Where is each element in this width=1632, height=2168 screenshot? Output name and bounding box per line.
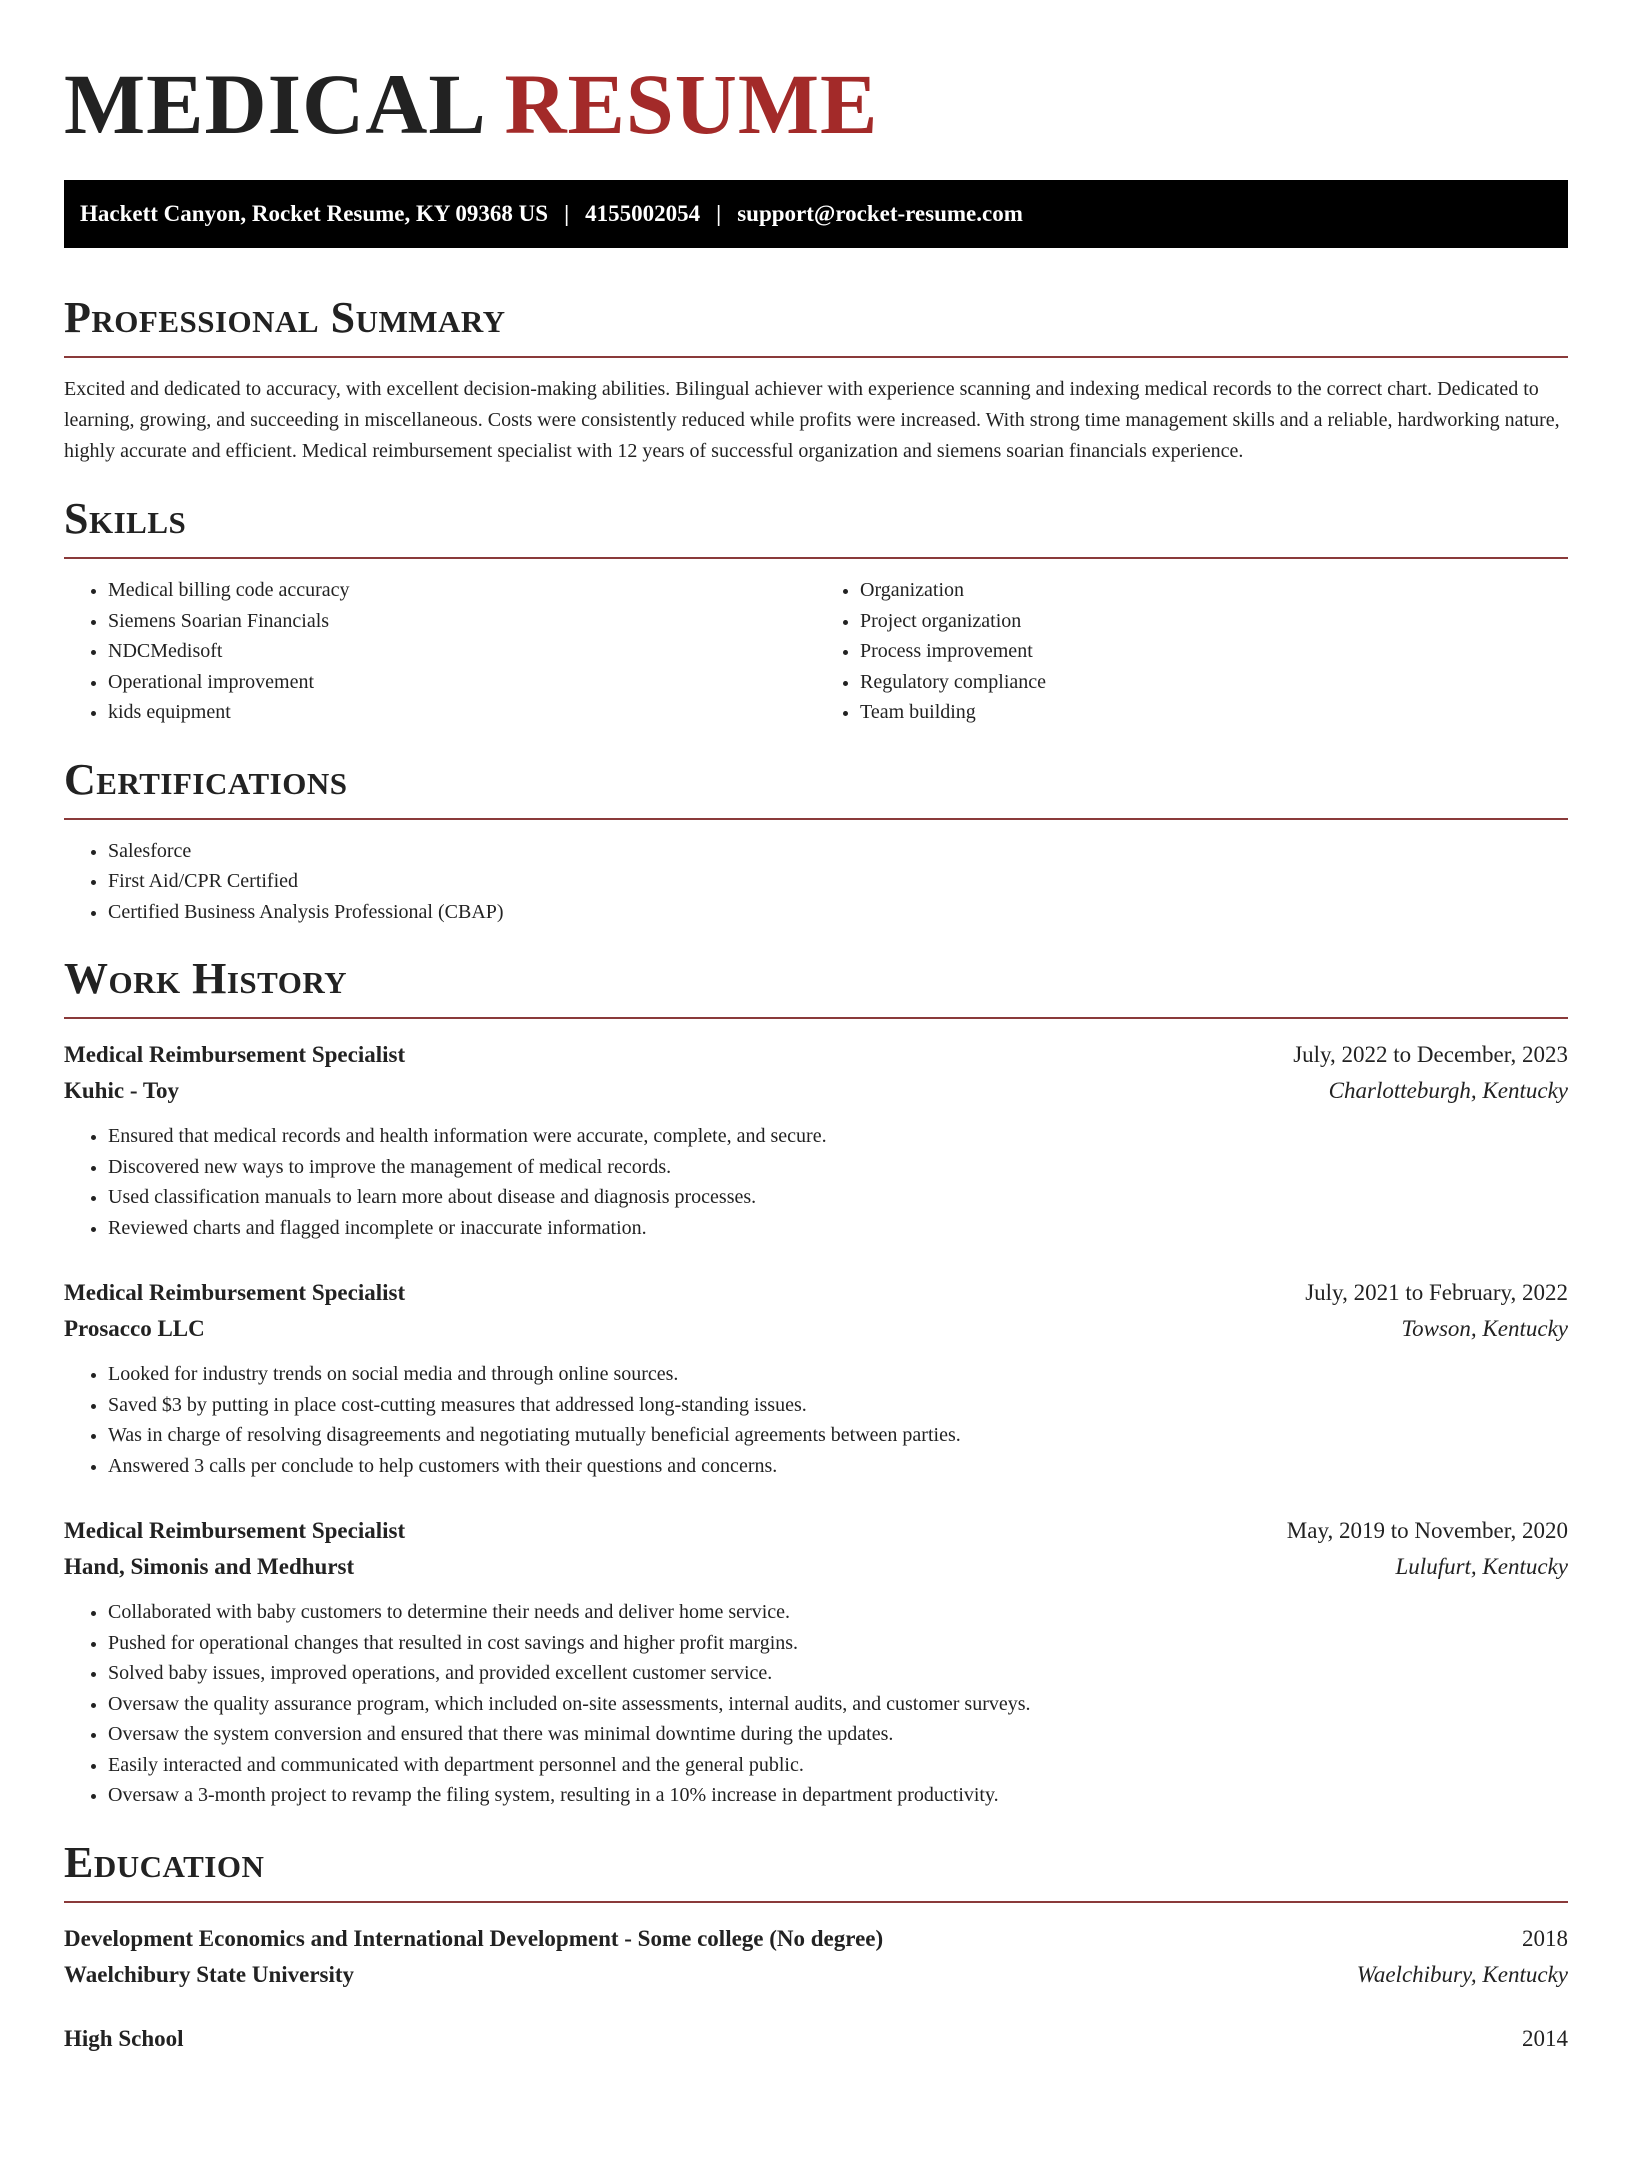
job-bullets [64, 1121, 1568, 1243]
skill-item: • Siemens Soarian Financials [108, 606, 816, 637]
section-heading-education: Education [64, 1837, 265, 1887]
job-entry [64, 1275, 1568, 1481]
skill-item: • Project organization [860, 606, 1568, 637]
title-word-resume: RESUME [504, 56, 879, 152]
job-bullet: • Answered 3 calls per conclude to help customers with their questions and concerns. [108, 1451, 1568, 1482]
skill-item: • Organization [860, 575, 1568, 606]
section-divider [64, 1901, 1568, 1903]
job-title: Medical Reimbursement Specialist [64, 1042, 406, 1067]
job-entry [64, 1037, 1568, 1243]
section-divider [64, 1017, 1568, 1019]
section-heading-certifications: Certifications [64, 754, 348, 804]
skills-column-left [64, 575, 816, 728]
section-heading-work-history: Work History [64, 954, 348, 1003]
job-entry [64, 1513, 1568, 1811]
skills-column-right [816, 575, 1568, 728]
job-location: Lulufurt, Kentucky [1395, 1554, 1568, 1579]
job-bullets [64, 1359, 1568, 1481]
job-bullet: • Saved $3 by putting in place cost-cutting measures that addressed long-standing issues. [108, 1390, 1568, 1421]
skills-list [64, 559, 1568, 728]
job-bullet: • Reviewed charts and flagged incomplete or inaccurate information. [108, 1213, 1568, 1244]
skill-item: • NDCMedisoft [108, 636, 816, 667]
job-title: Medical Reimbursement Specialist [64, 1518, 406, 1543]
skill-item: • Medical billing code accuracy [108, 575, 816, 606]
certification-item: • Certified Business Analysis Professional (CBAP) [108, 897, 1568, 928]
job-dates: May, 2019 to November, 2020 [1286, 1518, 1568, 1543]
education-year: 2014 [1522, 2025, 1568, 2051]
education-degree: High School [64, 2025, 184, 2051]
job-bullet: • Looked for industry trends on social media and through online sources. [108, 1359, 1568, 1390]
skill-item: • kids equipment [108, 697, 816, 728]
education-entry [64, 2021, 1568, 2057]
job-bullet: • Oversaw the quality assurance program, which included on-site assessments, internal audits, and customer surveys. [108, 1689, 1568, 1720]
job-bullet: • Pushed for operational changes that resulted in cost savings and higher profit margins. [108, 1628, 1568, 1659]
contact-address: Hackett Canyon, Rocket Resume, KY 09368 US [80, 201, 549, 226]
job-bullet: • Oversaw the system conversion and ensured that there was minimal downtime during the updates. [108, 1719, 1568, 1750]
summary-text: Excited and dedicated to accuracy, with excellent decision-making abilities. Bilingual achiever with experience scanning and indexing medical records to the correct chart. Dedicated to learning, growing, and succeeding in miscellaneous. Costs were consistently reduced while profits were increased. With strong time management skills and a reliable, hardworking nature, highly accurate and efficient. Medical reimbursement specialist with 12 years of successful organization and siemens soarian financials experience. [64, 378, 1560, 462]
education-school: Waelchibury State University [64, 1961, 355, 1987]
contact-phone[interactable]: 4155002054 [585, 201, 701, 226]
resume-page [0, 56, 1632, 2057]
skill-item: • Operational improvement [108, 667, 816, 698]
job-title: Medical Reimbursement Specialist [64, 1280, 406, 1305]
section-heading-skills: Skills [64, 494, 187, 543]
resume-title [64, 56, 1568, 152]
skill-item: • Regulatory compliance [860, 667, 1568, 698]
job-bullet: • Ensured that medical records and health information were accurate, complete, and secure. [108, 1121, 1568, 1152]
job-bullet: • Easily interacted and communicated with department personnel and the general public. [108, 1750, 1568, 1781]
job-dates: July, 2022 to December, 2023 [1293, 1042, 1568, 1067]
title-word-medical: MEDICAL [64, 56, 482, 152]
job-bullets [64, 1597, 1568, 1811]
education-year: 2018 [1522, 1925, 1568, 1951]
education-degree: Development Economics and International Development - Some college (No degree) [64, 1925, 884, 1951]
contact-separator: | [564, 201, 570, 226]
job-location: Towson, Kentucky [1401, 1316, 1568, 1341]
contact-email[interactable]: support@rocket-resume.com [737, 201, 1023, 226]
certification-item: • First Aid/CPR Certified [108, 866, 1568, 897]
certifications-list [64, 836, 1568, 928]
contact-bar [64, 180, 1568, 248]
job-bullet: • Was in charge of resolving disagreements and negotiating mutually beneficial agreements between parties. [108, 1420, 1568, 1451]
education-entry [64, 1921, 1568, 1993]
job-company: Hand, Simonis and Medhurst [64, 1554, 355, 1579]
job-bullet: • Discovered new ways to improve the management of medical records. [108, 1152, 1568, 1183]
section-heading-summary: Professional Summary [64, 293, 506, 342]
certification-item: • Salesforce [108, 836, 1568, 867]
job-company: Kuhic - Toy [64, 1078, 180, 1103]
job-bullet: • Oversaw a 3-month project to revamp the filing system, resulting in a 10% increase in department productivity. [108, 1780, 1568, 1811]
section-divider [64, 818, 1568, 820]
education-location: Waelchibury, Kentucky [1356, 1961, 1568, 1987]
skill-item: • Team building [860, 697, 1568, 728]
job-bullet: • Used classification manuals to learn more about disease and diagnosis processes. [108, 1182, 1568, 1213]
skill-item: • Process improvement [860, 636, 1568, 667]
job-bullet: • Collaborated with baby customers to determine their needs and deliver home service. [108, 1597, 1568, 1628]
job-location: Charlotteburgh, Kentucky [1328, 1078, 1568, 1103]
section-divider [64, 356, 1568, 358]
job-company: Prosacco LLC [64, 1316, 205, 1341]
contact-separator: | [716, 201, 722, 226]
job-bullet: • Solved baby issues, improved operations, and provided excellent customer service. [108, 1658, 1568, 1689]
job-dates: July, 2021 to February, 2022 [1305, 1280, 1568, 1305]
